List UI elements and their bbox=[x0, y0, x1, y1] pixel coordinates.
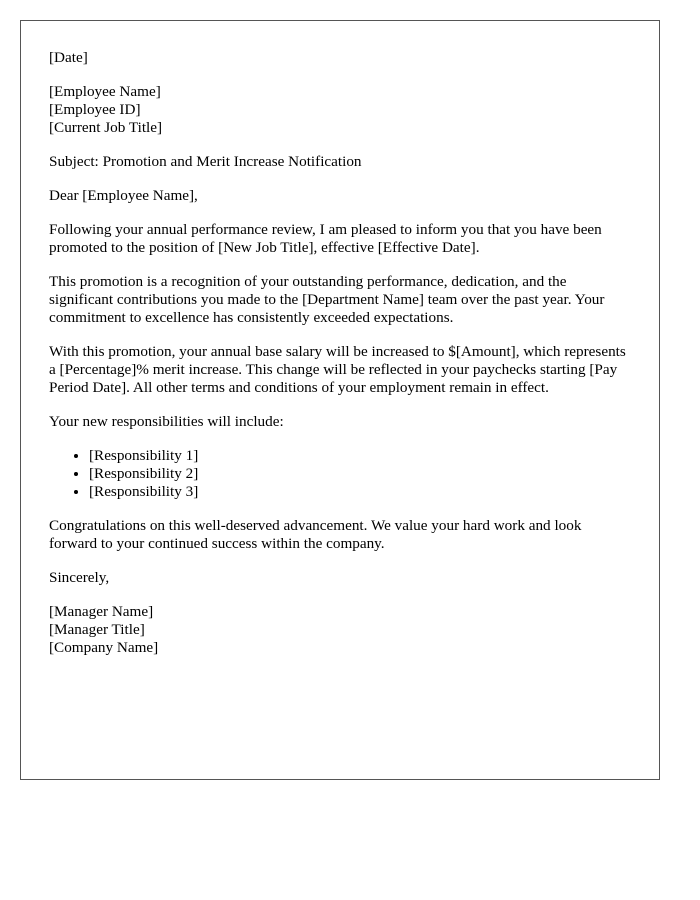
manager-name: [Manager Name] bbox=[49, 603, 154, 620]
closing-paragraph: Congratulations on this well-deserved advancement. We value your hard work and look forward to your continued success within the company. bbox=[49, 517, 582, 552]
recipient-id: [Employee ID] bbox=[49, 101, 141, 118]
list-item: • [Responsibility 1] bbox=[89, 447, 631, 465]
responsibilities-intro: Your new responsibilities will include: bbox=[49, 413, 284, 430]
body-paragraph-salary: With this promotion, your annual base salary will be increased to $[Amount], which represents a [Percentage]% merit increase. This change will be reflected in your paychecks starting [Pay Period Date]. All other terms and conditions of your employment remain in effect. bbox=[49, 343, 626, 396]
salutation: Dear [Employee Name], bbox=[49, 187, 198, 204]
list-item: • [Responsibility 2] bbox=[89, 465, 631, 483]
manager-title: [Manager Title] bbox=[49, 621, 145, 638]
signature-block bbox=[49, 603, 631, 657]
recipient-title: [Current Job Title] bbox=[49, 119, 163, 136]
recipient-name: [Employee Name] bbox=[49, 83, 161, 100]
body-paragraph-promotion: Following your annual performance review, I am pleased to inform you that you have been promoted to the position of [New Job Title], effective [Effective Date]. bbox=[49, 221, 602, 256]
sign-off: Sincerely, bbox=[49, 569, 110, 586]
recipient-block bbox=[49, 83, 631, 137]
company-name: [Company Name] bbox=[49, 639, 159, 656]
letter-date: [Date] bbox=[49, 49, 88, 66]
responsibilities-list bbox=[49, 447, 631, 501]
letter-document bbox=[20, 20, 660, 780]
letter-subject: Subject: Promotion and Merit Increase Notification bbox=[49, 153, 362, 170]
body-paragraph-recognition: This promotion is a recognition of your outstanding performance, dedication, and the significant contributions you made to the [Department Name] team over the past year. Your commitment to excellence has consistently exceeded expectations. bbox=[49, 273, 605, 326]
list-item: • [Responsibility 3] bbox=[89, 483, 631, 501]
